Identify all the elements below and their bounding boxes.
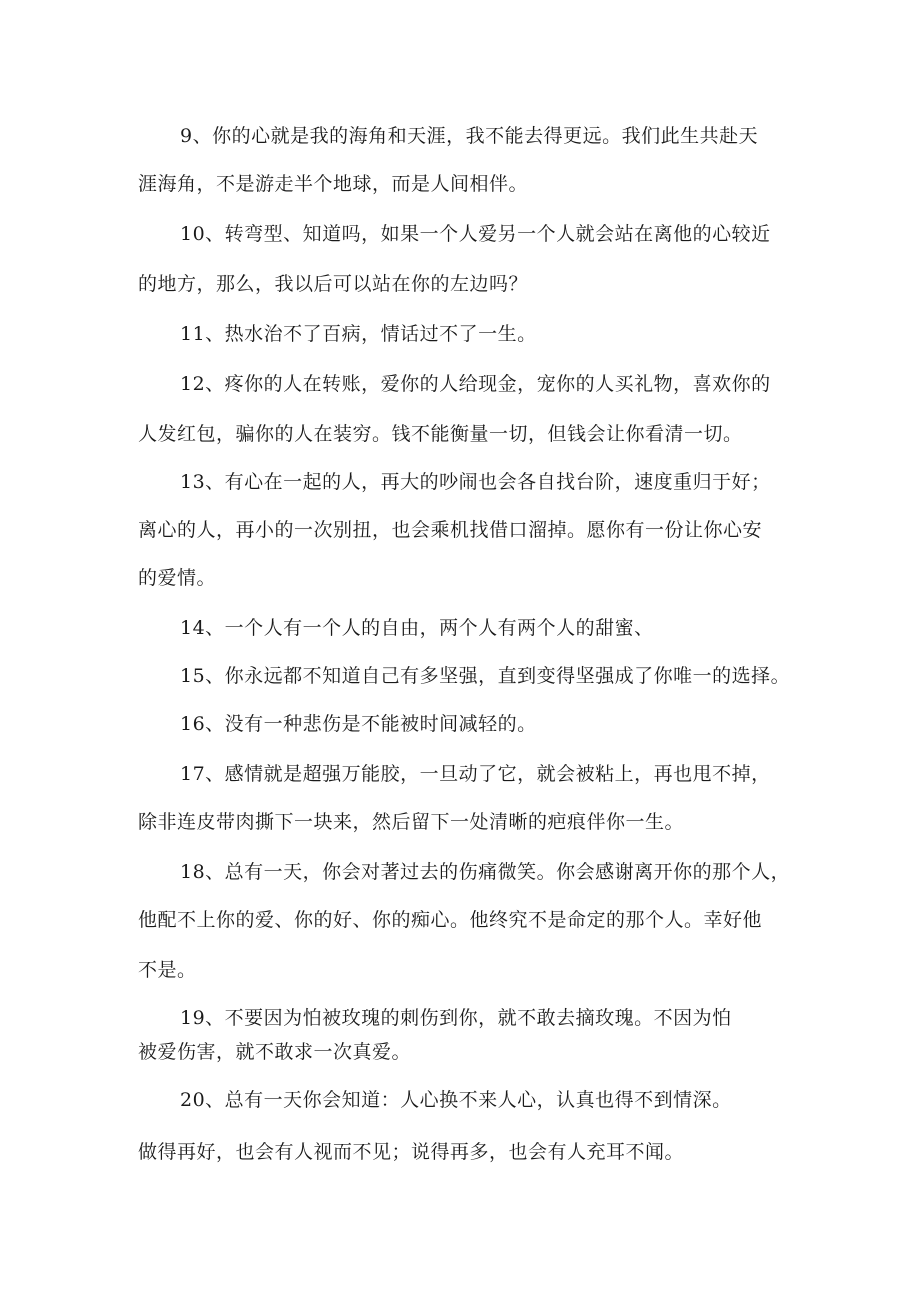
paragraph-18-line-2: 他配不上你的爱、你的好、你的痴心。他终究不是命定的那个人。幸好他: [138, 909, 763, 931]
paragraph-13-line-2: 离心的人，再小的一次别扭，也会乘机找借口溜掉。愿你有一份让你心安: [138, 519, 763, 541]
paragraph-17-line-1: 17、感情就是超强万能胶，一旦动了它，就会被粘上，再也甩不掉，: [180, 763, 771, 785]
paragraph-12-line-1: 12、疼你的人在转账，爱你的人给现金，宠你的人买礼物，喜欢你的: [180, 373, 771, 395]
paragraph-18-line-3: 不是。: [138, 959, 197, 981]
paragraph-13-line-1: 13、有心在一起的人，再大的吵闹也会各自找台阶，速度重归于好；: [180, 471, 771, 493]
paragraph-9-line-1: 9、你的心就是我的海角和天涯，我不能去得更远。我们此生共赴天: [180, 125, 759, 147]
paragraph-10-line-1: 10、转弯型、知道吗，如果一个人爱另一个人就会站在离他的心较近: [180, 223, 771, 245]
paragraph-16-line-1: 16、没有一种悲伤是不能被时间减轻的。: [180, 713, 537, 735]
paragraph-10-line-2: 的地方，那么，我以后可以站在你的左边吗？: [138, 273, 529, 295]
paragraph-20-line-2: 做得再好，也会有人视而不见；说得再多，也会有人充耳不闻。: [138, 1141, 685, 1163]
paragraph-20-line-1: 20、总有一天你会知道：人心换不来人心，认真也得不到情深。: [180, 1089, 732, 1111]
paragraph-9-line-2: 涯海角，不是游走半个地球，而是人间相伴。: [138, 173, 529, 195]
paragraph-19-line-1: 19、不要因为怕被玫瑰的刺伤到你，就不敢去摘玫瑰。不因为怕: [180, 1007, 732, 1029]
paragraph-17-line-2: 除非连皮带肉撕下一块来，然后留下一处清晰的疤痕伴你一生。: [138, 811, 685, 833]
paragraph-18-line-1: 18、总有一天，你会对著过去的伤痛微笑。你会感谢离开你的那个人，: [180, 861, 791, 883]
paragraph-15-line-1: 15、你永远都不知道自己有多坚强，直到变得坚强成了你唯一的选择。: [180, 665, 791, 687]
paragraph-14-line-1: 14、一个人有一个人的自由，两个人有两个人的甜蜜、: [180, 617, 654, 639]
paragraph-13-line-3: 的爱情。: [138, 567, 217, 589]
paragraph-12-line-2: 人发红包，骗你的人在装穷。钱不能衡量一切，但钱会让你看清一切。: [138, 423, 743, 445]
paragraph-11-line-1: 11、热水治不了百病，情话过不了一生。: [180, 323, 537, 345]
paragraph-19-line-2: 被爱伤害，就不敢求一次真爱。: [138, 1041, 412, 1063]
